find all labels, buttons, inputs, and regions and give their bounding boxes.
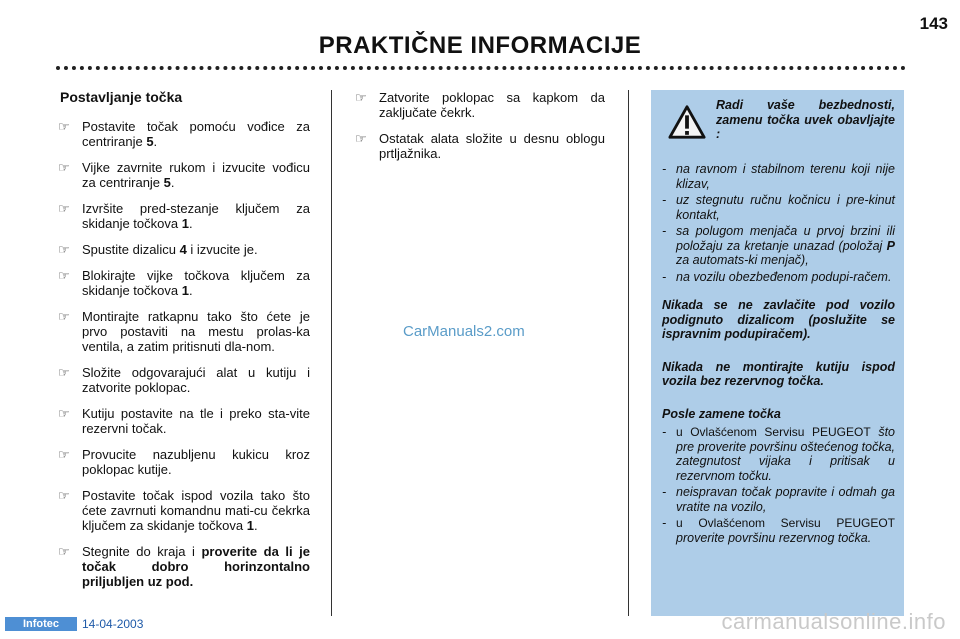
step-item	[58, 406, 310, 436]
step-item	[58, 268, 310, 298]
dash-bullet: -	[662, 425, 667, 439]
after-change-text: proverite površinu rezervnog točka.	[676, 530, 872, 545]
condition-item	[662, 270, 895, 285]
pointing-hand-icon: ☞	[58, 160, 70, 175]
step-tail: .	[188, 216, 193, 231]
step-bold: proverite da li je točak dobro horinzontalno priljubljen uz pod.	[82, 544, 310, 589]
after-change-item	[662, 425, 895, 483]
infotec-logo: Infotec	[5, 617, 77, 631]
step-text: Postavite točak ispod vozila tako što ćete zavrnuti komandnu mati-cu čekrka ključem za skidanje točkova	[82, 488, 310, 533]
pointing-hand-icon: ☞	[58, 406, 70, 421]
step-text: Stegnite do kraja i	[82, 544, 202, 559]
section-heading: Postavljanje točka	[60, 89, 183, 105]
watermark-carmanualsonline: carmanualsonline.info	[721, 609, 946, 634]
pointing-hand-icon: ☞	[58, 309, 70, 324]
watermark-carmanuals2: CarManuals2.com	[403, 323, 525, 340]
step-item	[58, 488, 310, 533]
condition-text: uz stegnutu ručnu kočnicu i pre-kinut kontakt,	[676, 193, 895, 222]
step-bold: 5	[163, 175, 171, 190]
safety-warning-box: Nikada ne montirajte kutiju ispod vozila bez rezervnog točka.	[662, 359, 895, 388]
middle-steps-list	[355, 90, 605, 161]
dash-bullet: -	[662, 162, 667, 176]
after-change-text: neispravan točak popravite i odmah ga vratite na vozilo,	[676, 485, 895, 514]
pointing-hand-icon: ☞	[58, 268, 70, 283]
safety-conditions-list	[662, 162, 895, 284]
after-change-heading: Posle zamene točka	[662, 406, 781, 421]
step-tail: .	[153, 134, 158, 149]
step-item	[58, 160, 310, 190]
pointing-hand-icon: ☞	[58, 447, 70, 462]
pointing-hand-icon: ☞	[58, 365, 70, 380]
after-change-list	[662, 425, 895, 545]
after-change-text: što pre proverite površinu oštećenog točka, zategnutost vijaka i pritisak u rezervnom točku.	[676, 425, 895, 483]
condition-text: sa polugom menjača u prvoj brzini ili položaju za kretanje unazad (položaj	[676, 224, 895, 253]
step-item	[58, 201, 310, 231]
step-item	[58, 309, 310, 354]
step-item	[58, 119, 310, 149]
safety-warning-jack: Nikada se ne zavlačite pod vozilo podignuto dizalicom (poslužite se ispravnim podupiračem).	[662, 298, 895, 341]
step-text: Kutiju postavite na tle i preko sta-vite rezervni točak.	[82, 406, 310, 436]
dash-bullet: -	[662, 485, 667, 499]
left-steps-list	[58, 119, 310, 589]
footer-date: 14-04-2003	[82, 617, 144, 631]
step-text: Ostatak alata složite u desnu oblogu prtljažnika.	[379, 131, 605, 161]
condition-item	[662, 224, 895, 268]
step-tail: .	[170, 175, 175, 190]
condition-text: na vozilu obezbeđenom podupi-račem.	[676, 269, 892, 284]
step-item	[355, 90, 605, 120]
condition-item	[662, 193, 895, 222]
pointing-hand-icon: ☞	[58, 119, 70, 134]
step-text: Složite odgovarajući alat u kutiju i zatvorite poklopac.	[82, 365, 310, 395]
header-dotted-rule	[56, 66, 906, 70]
safety-box-header	[662, 96, 895, 158]
warning-triangle-icon	[668, 104, 706, 140]
step-bold: 1	[246, 518, 254, 533]
safety-intro: Radi vaše bezbednosti, zamenu točka uvek obavljajte :	[716, 98, 895, 141]
pointing-hand-icon: ☞	[58, 201, 70, 216]
step-bold: 1	[181, 216, 189, 231]
dash-bullet: -	[662, 269, 667, 284]
left-column	[58, 90, 310, 600]
dealer-name: u Ovlašćenom Servisu PEUGEOT	[676, 425, 871, 439]
step-text: Izvršite pred-stezanje ključem za skidanje točkova	[82, 201, 310, 231]
step-text: Provucite nazubljenu kukicu kroz poklopac kutije.	[82, 447, 310, 477]
dealer-name: u Ovlašćenom Servisu PEUGEOT	[676, 516, 895, 530]
middle-column	[355, 90, 605, 172]
step-tail: .	[253, 518, 258, 533]
pointing-hand-icon: ☞	[58, 242, 70, 257]
step-text: Spustite dizalicu	[82, 242, 180, 257]
step-item	[355, 131, 605, 161]
page-number: 143	[919, 14, 948, 33]
condition-text: za automats-ki menjač),	[676, 253, 809, 267]
dash-bullet: -	[662, 516, 667, 530]
condition-item	[662, 162, 895, 191]
step-text: Vijke zavrnite rukom i izvucite vođicu za centriranje	[82, 160, 310, 190]
step-tail: .	[188, 283, 193, 298]
column-divider-2	[628, 90, 629, 616]
step-item	[58, 242, 310, 257]
condition-text: na ravnom i stabilnom terenu koji nije klizav,	[676, 162, 895, 191]
condition-bold: P	[886, 238, 895, 253]
step-text: Montirajte ratkapnu tako što ćete je prvo postaviti na mestu prolas-ka ventila, a zatim pritisnuti dla-nom.	[82, 309, 310, 354]
step-bold: 5	[146, 134, 154, 149]
step-item	[58, 447, 310, 477]
after-change-item	[662, 516, 895, 545]
step-text: Postavite točak pomoću vođice za centriranje	[82, 119, 310, 149]
column-divider-1	[331, 90, 332, 616]
page-title: PRAKTIČNE INFORMACIJE	[318, 32, 642, 59]
step-text: Zatvorite poklopac sa kapkom da zaključate čekrk.	[379, 90, 605, 120]
step-text: Blokirajte vijke točkova ključem za skidanje točkova	[82, 268, 310, 298]
pointing-hand-icon: ☞	[355, 131, 367, 146]
pointing-hand-icon: ☞	[58, 544, 70, 559]
step-item	[58, 365, 310, 395]
dash-bullet: -	[662, 224, 667, 238]
pointing-hand-icon: ☞	[58, 488, 70, 503]
pointing-hand-icon: ☞	[355, 90, 367, 105]
after-change-item	[662, 485, 895, 514]
dash-bullet: -	[662, 193, 667, 207]
step-bold: 1	[181, 283, 189, 298]
step-bold: 4	[179, 242, 187, 257]
step-tail: i izvucite je.	[186, 242, 258, 257]
step-item	[58, 544, 310, 589]
safety-box	[651, 90, 904, 616]
